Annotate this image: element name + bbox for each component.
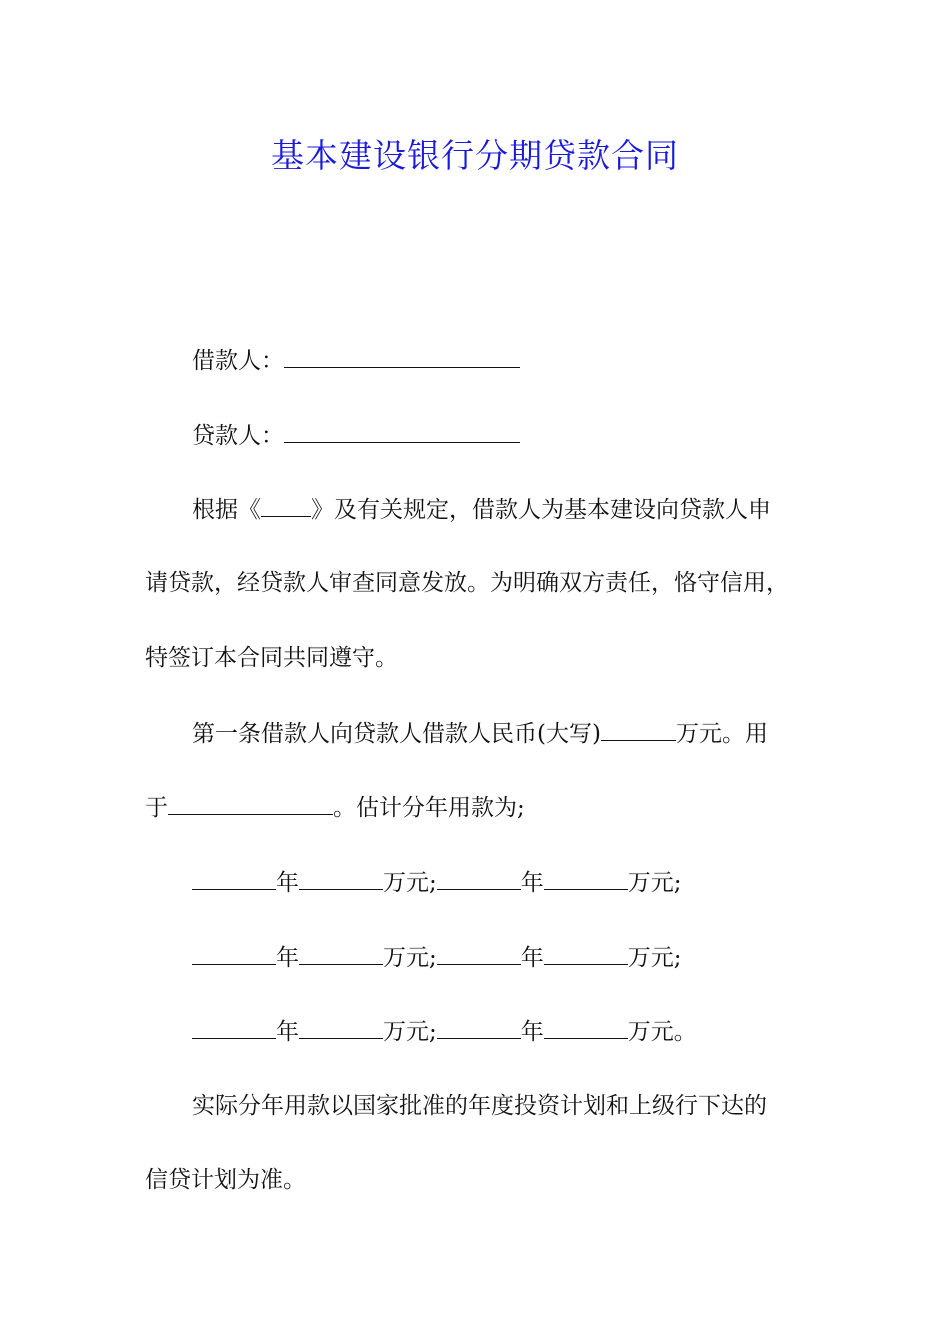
amount-blank	[299, 942, 383, 965]
article1-line1-pre: 第一条借款人向贷款人借款人民币(大写)	[192, 721, 601, 747]
para1-line2: 请贷款，经贷款人审查同意发放。为明确双方责任，恪守信用，	[145, 570, 789, 596]
regulation-blank	[261, 494, 311, 517]
amount-blank	[544, 867, 628, 890]
lender-line	[192, 420, 520, 451]
article1-line2-pre: 于	[145, 795, 168, 821]
para2-line1: 实际分年用款以国家批准的年度投资计划和上级行下达的	[192, 1093, 767, 1119]
schedule-row	[192, 1016, 697, 1047]
article1-line2-post: 。估计分年用款为;	[333, 795, 525, 821]
amount-label: 万元;	[383, 945, 437, 971]
amount-blank	[299, 1016, 383, 1039]
year-label: 年	[520, 870, 544, 896]
article1-line1-post: 万元。用	[675, 721, 768, 747]
year-blank	[437, 942, 521, 965]
para2-line2: 信贷计划为准。	[145, 1167, 306, 1193]
year-blank	[437, 867, 521, 890]
schedule-row	[192, 867, 682, 898]
document-title: 基本建设银行分期贷款合同	[271, 136, 679, 175]
amount-blank	[299, 867, 383, 890]
para1-line1-pre: 根据《	[192, 497, 261, 523]
lender-blank	[284, 420, 520, 443]
article1-line1	[192, 718, 768, 749]
borrower-blank	[284, 345, 520, 368]
schedule-row	[192, 942, 682, 973]
year-label: 年	[520, 945, 544, 971]
year-label: 年	[276, 870, 299, 896]
article1-line2	[145, 792, 525, 823]
amount-label: 万元;	[627, 945, 682, 971]
para1-line1	[192, 494, 771, 525]
year-label: 年	[520, 1019, 544, 1045]
year-label: 年	[276, 1019, 299, 1045]
year-label: 年	[276, 945, 299, 971]
year-blank	[437, 1016, 521, 1039]
lender-label: 贷款人：	[192, 423, 284, 449]
amount-label: 万元;	[383, 1019, 437, 1045]
amount-blank	[601, 718, 676, 741]
amount-label: 万元;	[627, 870, 682, 896]
amount-blank	[544, 1016, 628, 1039]
year-blank	[192, 1016, 276, 1039]
borrower-line	[192, 345, 520, 376]
year-blank	[192, 867, 276, 890]
para1-line1-post: 》及有关规定，借款人为基本建设向贷款人申	[311, 497, 771, 523]
borrower-label: 借款人：	[192, 348, 284, 374]
amount-blank	[544, 942, 628, 965]
year-blank	[192, 942, 276, 965]
para1-line3: 特签订本合同共同遵守。	[145, 645, 398, 671]
amount-label: 万元;	[383, 870, 437, 896]
purpose-blank	[168, 792, 333, 815]
amount-label-final: 万元。	[627, 1019, 697, 1045]
